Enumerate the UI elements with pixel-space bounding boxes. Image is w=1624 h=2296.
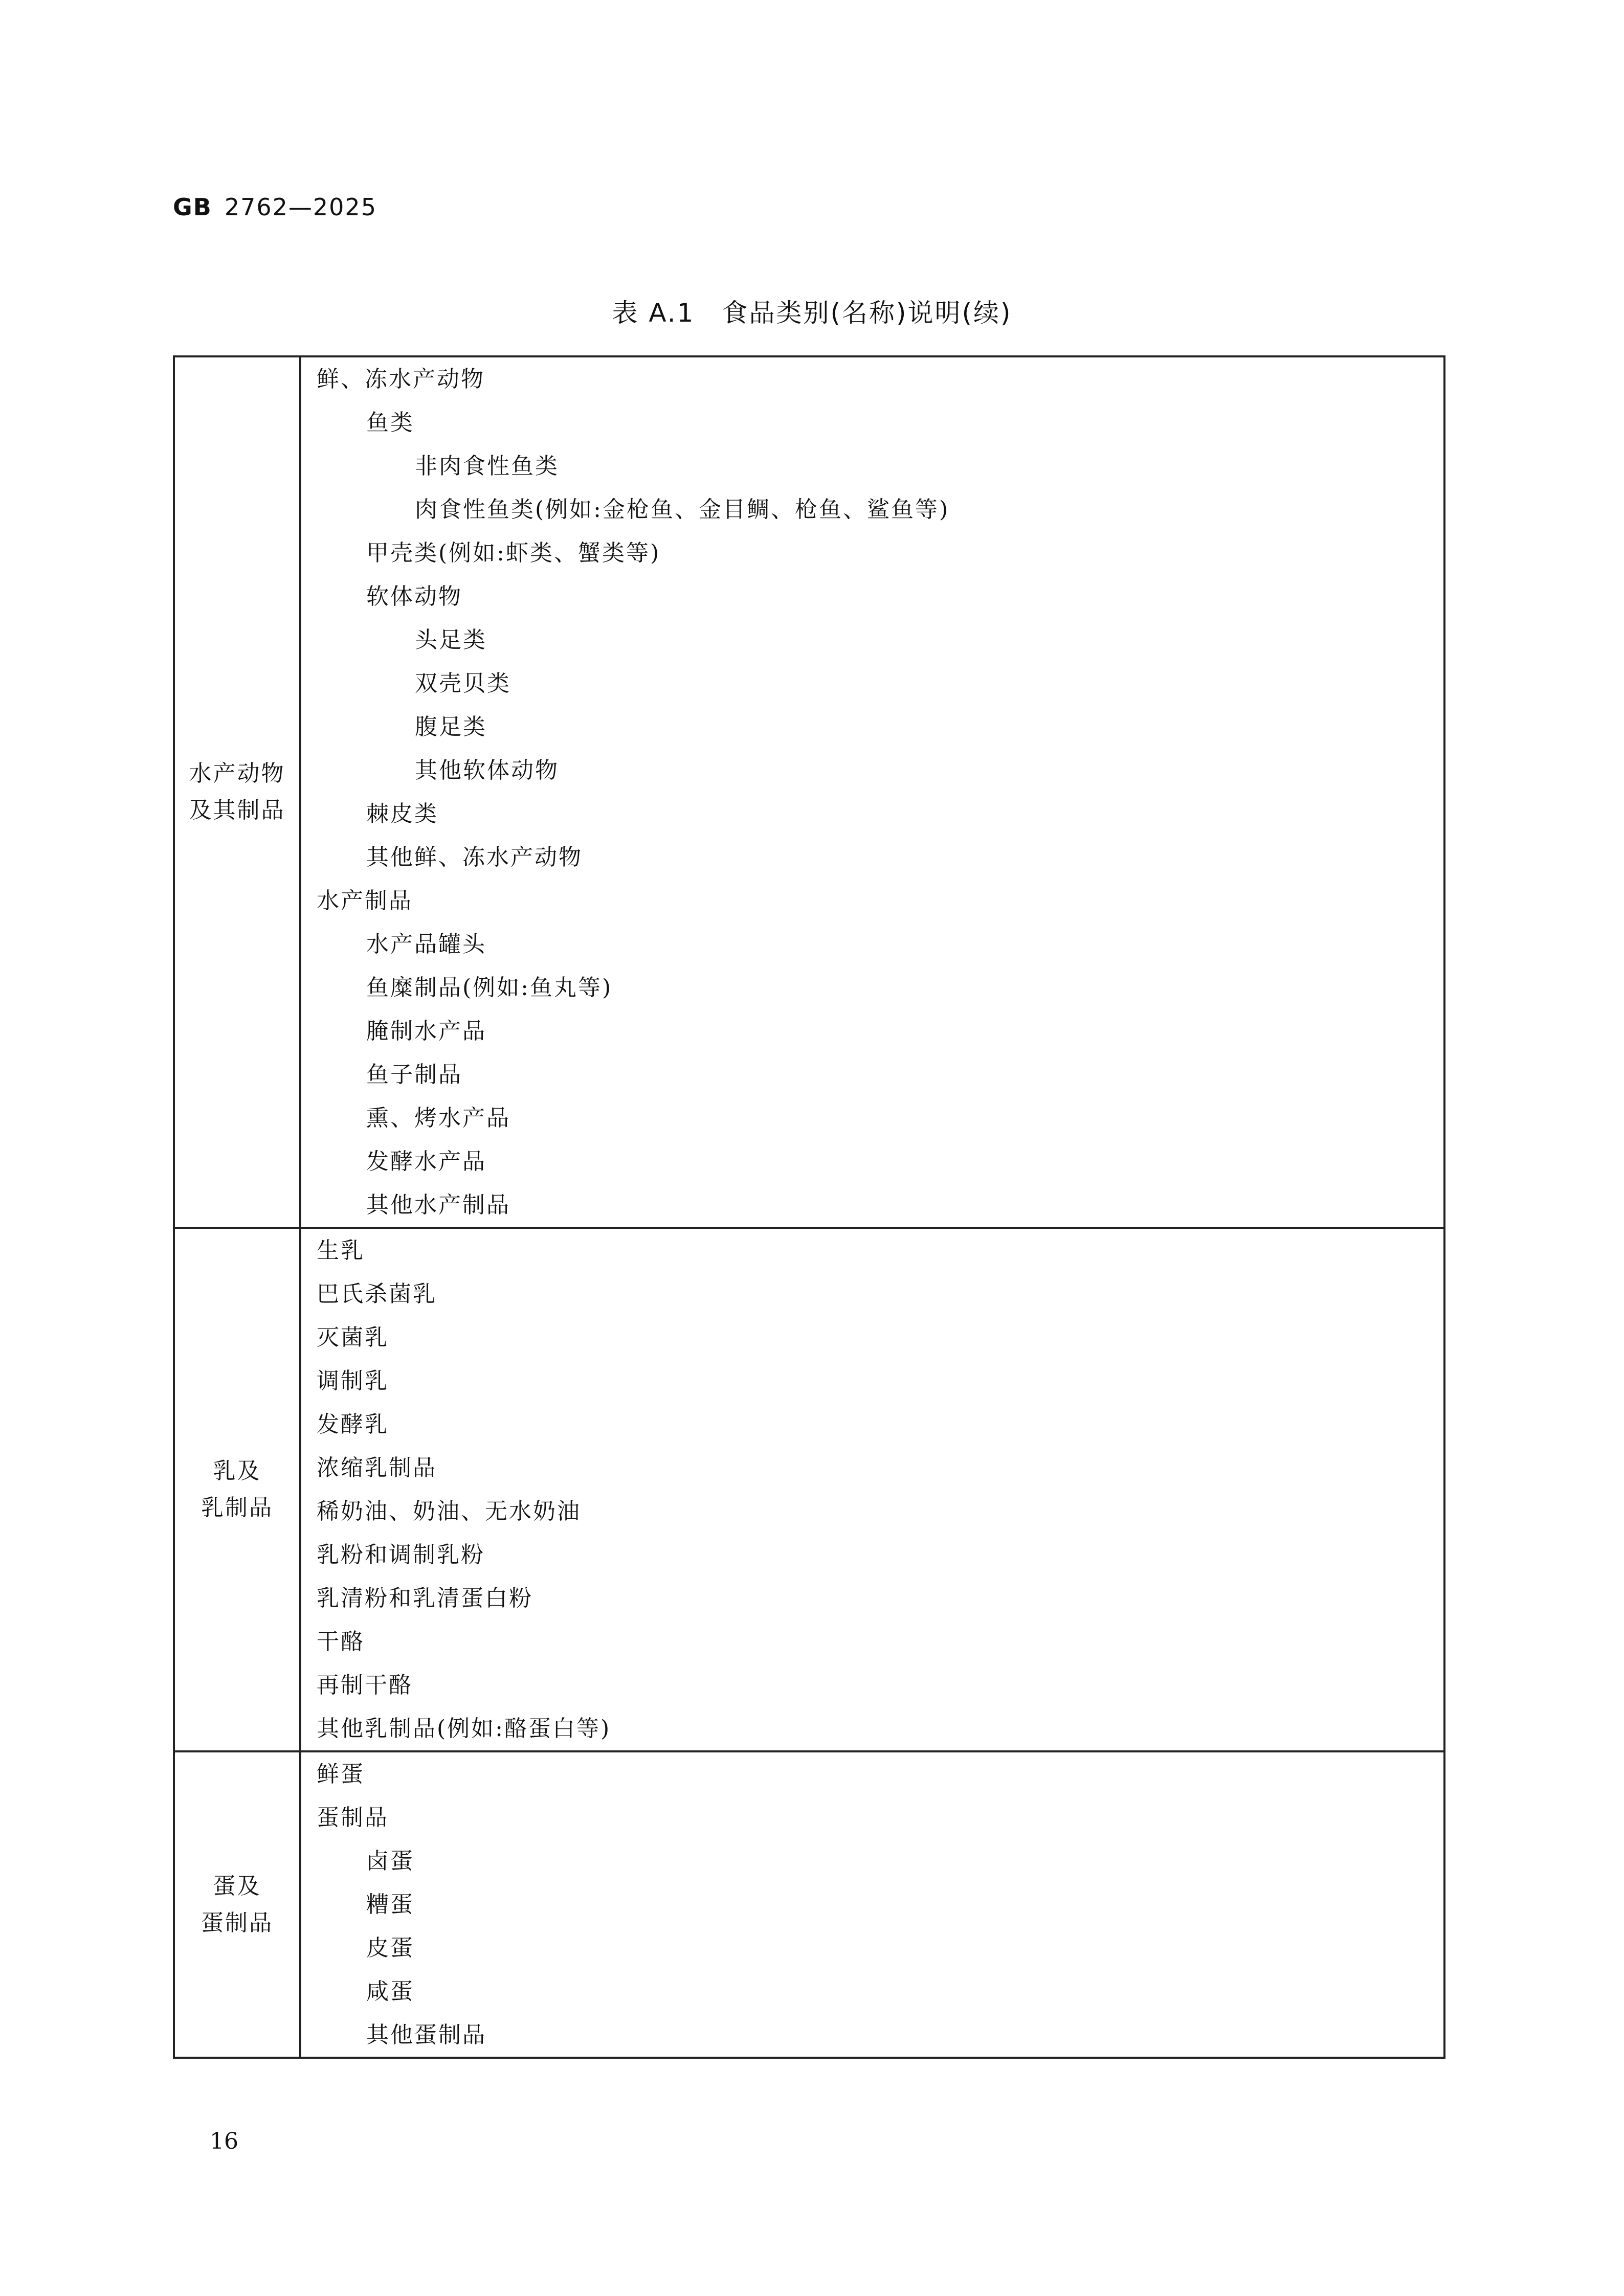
food-item-level-0: 蛋制品 bbox=[317, 1805, 389, 1831]
food-category-table bbox=[173, 355, 1445, 2059]
food-item-level-2: 肉食性鱼类(例如:金枪鱼、金目鲷、枪鱼、鲨鱼等) bbox=[415, 497, 950, 523]
food-item-level-1: 鱼子制品 bbox=[366, 1062, 462, 1088]
food-item-level-1: 糟蛋 bbox=[366, 1892, 414, 1918]
food-item-level-0: 鲜、冻水产动物 bbox=[317, 366, 485, 392]
category-name-line: 乳及 bbox=[213, 1458, 261, 1484]
food-item-level-0: 其他乳制品(例如:酪蛋白等) bbox=[317, 1716, 611, 1742]
food-item-level-1: 腌制水产品 bbox=[366, 1018, 486, 1044]
table-caption: 表 A.1 食品类别(名称)说明(续) bbox=[612, 298, 1012, 328]
food-item-level-2: 双壳贝类 bbox=[415, 670, 511, 696]
food-item-level-1: 其他水产制品 bbox=[366, 1192, 510, 1218]
food-item-level-0: 乳清粉和乳清蛋白粉 bbox=[317, 1585, 533, 1611]
food-item-level-1: 鱼类 bbox=[366, 410, 414, 436]
document-header bbox=[173, 193, 377, 221]
category-items-cell bbox=[300, 1751, 1444, 2058]
food-item-level-1: 皮蛋 bbox=[366, 1935, 414, 1961]
food-item-level-0: 水产制品 bbox=[317, 888, 413, 914]
food-item-level-0: 巴氏杀菌乳 bbox=[317, 1281, 437, 1307]
food-item-level-1: 熏、烤水产品 bbox=[366, 1105, 510, 1131]
food-item-level-1: 其他蛋制品 bbox=[366, 2022, 486, 2048]
category-items-cell bbox=[300, 356, 1444, 1228]
standard-code: GB bbox=[173, 193, 212, 221]
food-item-level-0: 干酪 bbox=[317, 1629, 365, 1655]
category-name-line: 乳制品 bbox=[201, 1495, 273, 1521]
food-item-level-0: 调制乳 bbox=[317, 1368, 389, 1394]
food-item-level-1: 卤蛋 bbox=[366, 1848, 414, 1874]
category-section bbox=[174, 356, 1444, 1228]
food-item-level-0: 生乳 bbox=[317, 1237, 365, 1264]
food-item-level-2: 其他软体动物 bbox=[415, 757, 559, 783]
food-item-level-0: 乳粉和调制乳粉 bbox=[317, 1542, 485, 1568]
food-item-level-1: 水产品罐头 bbox=[366, 931, 486, 957]
category-name-line: 及其制品 bbox=[189, 797, 285, 823]
category-name-line: 蛋及 bbox=[213, 1873, 261, 1899]
category-items-cell bbox=[300, 1228, 1444, 1751]
food-item-level-0: 发酵乳 bbox=[317, 1411, 389, 1437]
food-item-level-0: 再制干酪 bbox=[317, 1672, 413, 1698]
food-item-level-0: 鲜蛋 bbox=[317, 1761, 365, 1787]
food-item-level-1: 棘皮类 bbox=[366, 801, 438, 827]
food-item-level-1: 鱼糜制品(例如:鱼丸等) bbox=[366, 975, 613, 1001]
food-item-level-0: 稀奶油、奶油、无水奶油 bbox=[317, 1498, 581, 1524]
food-item-level-0: 灭菌乳 bbox=[317, 1324, 389, 1350]
food-item-level-1: 甲壳类(例如:虾类、蟹类等) bbox=[366, 540, 661, 566]
page-number: 16 bbox=[210, 2128, 238, 2154]
category-section bbox=[174, 1751, 1444, 2058]
food-item-level-1: 咸蛋 bbox=[366, 1978, 414, 2005]
food-item-level-2: 非肉食性鱼类 bbox=[415, 453, 559, 479]
food-item-level-2: 腹足类 bbox=[415, 714, 487, 740]
food-item-level-2: 头足类 bbox=[415, 627, 487, 653]
category-name-cell bbox=[174, 1751, 300, 2058]
category-name-cell bbox=[174, 356, 300, 1228]
food-item-level-1: 发酵水产品 bbox=[366, 1149, 486, 1175]
food-item-level-0: 浓缩乳制品 bbox=[317, 1455, 437, 1481]
food-item-level-1: 软体动物 bbox=[366, 583, 462, 610]
food-item-level-1: 其他鲜、冻水产动物 bbox=[366, 844, 583, 870]
category-section bbox=[174, 1228, 1444, 1751]
category-name-line: 蛋制品 bbox=[201, 1909, 273, 1936]
category-name-line: 水产动物 bbox=[189, 760, 285, 786]
category-name-cell bbox=[174, 1228, 300, 1751]
standard-number: 2762—2025 bbox=[224, 193, 377, 221]
